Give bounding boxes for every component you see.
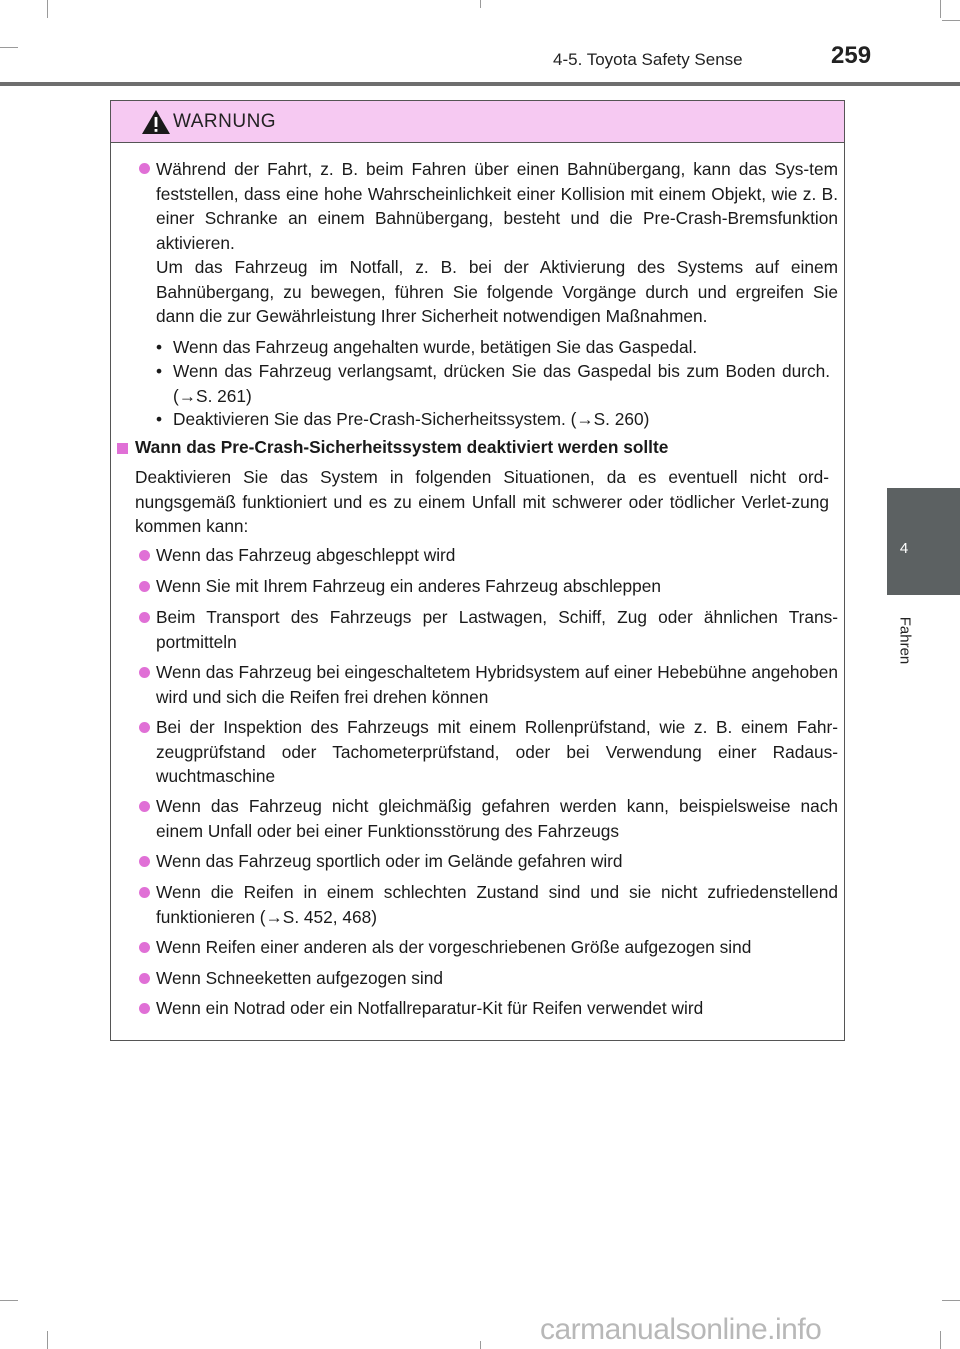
- situation-item: Wenn das Fahrzeug nicht gleichmäßig gefahren werden kann, beispielsweise nach einem Unfall oder bei einer Funktionsstörung des Fahrzeugs: [156, 796, 838, 841]
- bullet-dot: [139, 612, 150, 623]
- sub-bullet-marker: •: [156, 361, 163, 381]
- warning-title: WARNUNG: [173, 111, 277, 132]
- bullet-dot: [139, 973, 150, 984]
- page-number: 259: [831, 42, 872, 69]
- situation-item: Wenn das Fahrzeug sportlich oder im Gelände gefahren wird: [156, 851, 623, 871]
- crop-mark: [940, 0, 941, 18]
- bullet-dot: [139, 667, 150, 678]
- bullet-dot: [139, 1003, 150, 1014]
- sub-bullet-marker: •: [156, 409, 163, 429]
- bullet-dot: [139, 581, 150, 592]
- bullet-dot: [139, 722, 150, 733]
- situation-item: Wenn Schneeketten aufgezogen sind: [156, 968, 443, 988]
- sub-bullet-marker: •: [156, 337, 163, 357]
- warning-item-text: Während der Fahrt, z. B. beim Fahren über einen Bahnübergang, kann das Sys-tem feststellen, dass eine hohe Wahrscheinlichkeit einer Kollision mit einem Objekt, wie z. B. einer Schranke an einem Bahnübergang, besteht und die Pre-Crash-Bremsfunktion aktivieren.: [156, 159, 838, 253]
- subheading-square-icon: [117, 443, 128, 454]
- warning-item-text: Um das Fahrzeug im Notfall, z. B. bei der Aktivierung des Systems auf einem Bahnübergang, zu bewegen, führen Sie folgende Vorgänge durch und ergreifen Sie dann die zur Gewährleistung Ihrer Sicherheit notwendigen Maßnahmen.: [156, 257, 838, 326]
- crop-mark: [0, 47, 18, 48]
- watermark: carmanualsonline.info: [540, 1313, 822, 1346]
- crop-mark: [47, 0, 48, 18]
- crop-mark: [942, 20, 960, 21]
- bullet-dot: [139, 163, 150, 174]
- crop-mark: [480, 1341, 481, 1349]
- situation-item: Wenn ein Notrad oder ein Notfallreparatur-Kit für Reifen verwendet wird: [156, 998, 704, 1018]
- crop-mark: [480, 0, 481, 8]
- situation-item: Wenn Reifen einer anderen als der vorgeschriebenen Größe aufgezogen sind: [156, 937, 752, 957]
- bullet-dot: [139, 942, 150, 953]
- crop-mark: [942, 1300, 960, 1301]
- chapter-number: 4: [899, 540, 909, 557]
- warning-header: [111, 101, 844, 143]
- situation-item: Wenn das Fahrzeug abgeschleppt wird: [156, 545, 456, 565]
- situation-item: Beim Transport des Fahrzeugs per Lastwagen, Schiff, Zug oder ähnlichen Trans-portmitteln: [156, 607, 838, 652]
- header-rule: [0, 82, 960, 86]
- warning-triangle-icon: [141, 109, 171, 135]
- sub-bullet-text: Wenn das Fahrzeug verlangsamt, drücken Sie das Gaspedal bis zum Boden durch. (→S. 261): [173, 361, 830, 406]
- crop-mark: [0, 1300, 18, 1301]
- situation-item: Wenn Sie mit Ihrem Fahrzeug ein anderes Fahrzeug abschleppen: [156, 576, 661, 596]
- subheading: Wann das Pre-Crash-Sicherheitssystem deaktiviert werden sollte: [135, 437, 669, 457]
- running-header-section: 4-5. Toyota Safety Sense: [553, 50, 743, 69]
- bullet-dot: [139, 550, 150, 561]
- crop-mark: [940, 1331, 941, 1349]
- situation-item: Bei der Inspektion des Fahrzeugs mit einem Rollenprüfstand, wie z. B. einem Fahr-zeugprüfstand oder Tachometerprüfstand, oder bei Verwendung einer Radaus-wuchtmaschine: [156, 717, 838, 786]
- situation-item: Wenn die Reifen in einem schlechten Zustand sind und sie nicht zufriedenstellend funktionieren (→S. 452, 468): [156, 882, 838, 927]
- bullet-dot: [139, 856, 150, 867]
- sub-bullet-text: Wenn das Fahrzeug angehalten wurde, betätigen Sie das Gaspedal.: [173, 337, 698, 357]
- bullet-dot: [139, 887, 150, 898]
- sub-bullet-text: Deaktivieren Sie das Pre-Crash-Sicherheitssystem. (→S. 260): [173, 409, 650, 429]
- situation-item: Wenn das Fahrzeug bei eingeschaltetem Hybridsystem auf einer Hebebühne angehoben wird und sich die Reifen frei drehen können: [156, 662, 838, 707]
- intro-text: Deaktivieren Sie das System in folgenden Situationen, da es eventuell nicht ord-nungsgemäß funktioniert und es zu einem Unfall mit schwerer oder tödlicher Verlet-zung kommen kann:: [135, 467, 829, 536]
- chapter-label-text: Fahren: [896, 616, 914, 664]
- bullet-dot: [139, 801, 150, 812]
- crop-mark: [47, 1331, 48, 1349]
- chapter-label: [893, 605, 917, 675]
